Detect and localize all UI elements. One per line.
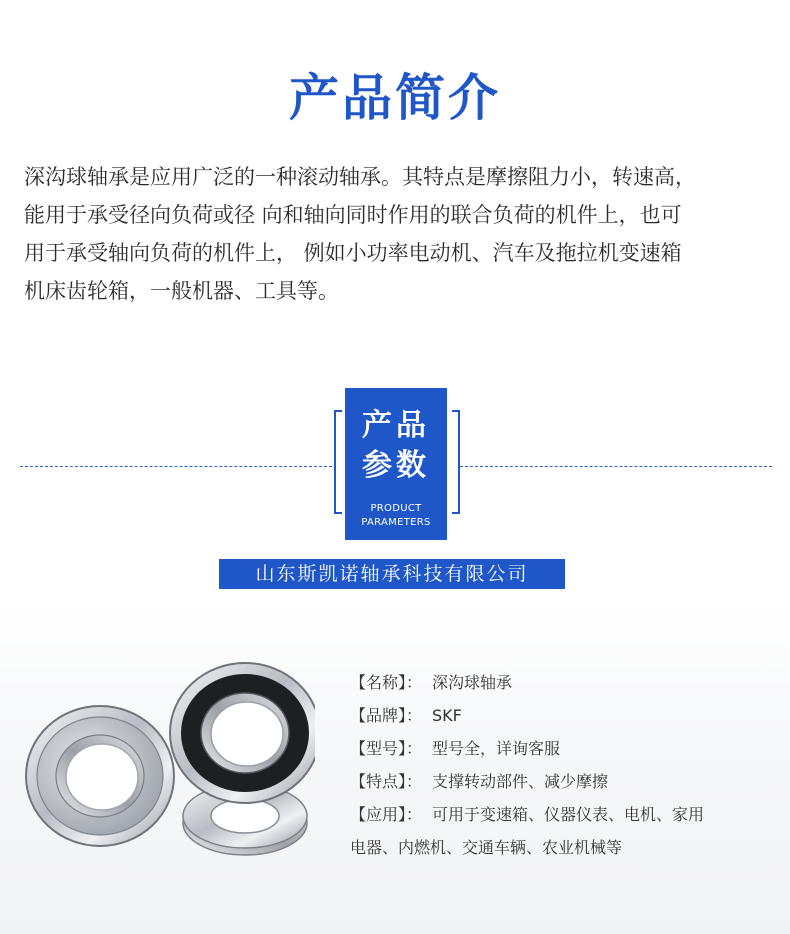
spec-key: 【型号】： <box>350 739 423 758</box>
section-title-intro: 产品简介 <box>289 69 501 127</box>
spec-value: SKF <box>432 706 462 725</box>
spec-row-features <box>350 765 770 798</box>
spec-value: 型号全，详询客服 <box>432 739 561 758</box>
product-parameters-badge <box>345 388 447 540</box>
divider-right <box>460 466 772 467</box>
divider-left <box>20 466 332 467</box>
spec-key: 【名称】： <box>350 673 423 692</box>
spec-key: 【应用】： <box>350 805 423 824</box>
spec-row-name <box>350 666 770 699</box>
product-specs <box>350 666 770 864</box>
spec-key: 【品牌】： <box>350 706 423 725</box>
badge-bracket-right <box>452 410 460 514</box>
badge-subtitle-line2: PARAMETERS <box>361 517 431 528</box>
spec-row-application <box>350 798 770 831</box>
badge-subtitle-line1: PRODUCT <box>370 503 422 514</box>
badge-title-line1: 产品 <box>362 408 430 443</box>
company-name-banner: 山东斯凯诺轴承科技有限公司 <box>219 559 565 589</box>
badge-title-line2: 参数 <box>362 448 430 483</box>
spec-row-brand <box>350 699 770 732</box>
spec-key: 【特点】： <box>350 772 423 791</box>
badge-bracket-left <box>334 410 342 514</box>
spec-value: 可用于变速箱、仪器仪表、电机、家用 <box>432 805 705 824</box>
intro-paragraph <box>24 158 770 310</box>
spec-value: 支撑转动部件、减少摩擦 <box>432 772 609 791</box>
intro-line: 能用于承受径向负荷或径 向和轴向同时作用的联合负荷的机件上，也可 <box>24 203 682 227</box>
spec-row-application-continued: 电器、内燃机、交通车辆、农业机械等 <box>350 838 623 857</box>
bearing-image <box>15 648 315 872</box>
spec-value: 深沟球轴承 <box>432 673 513 692</box>
spec-row-model <box>350 732 770 765</box>
intro-line: 用于承受轴向负荷的机件上， 例如小功率电动机、汽车及拖拉机变速箱 <box>24 241 682 265</box>
intro-line: 深沟球轴承是应用广泛的一种滚动轴承。其特点是摩擦阻力小，转速高， <box>24 165 696 189</box>
intro-line: 机床齿轮箱，一般机器、工具等。 <box>24 279 339 303</box>
